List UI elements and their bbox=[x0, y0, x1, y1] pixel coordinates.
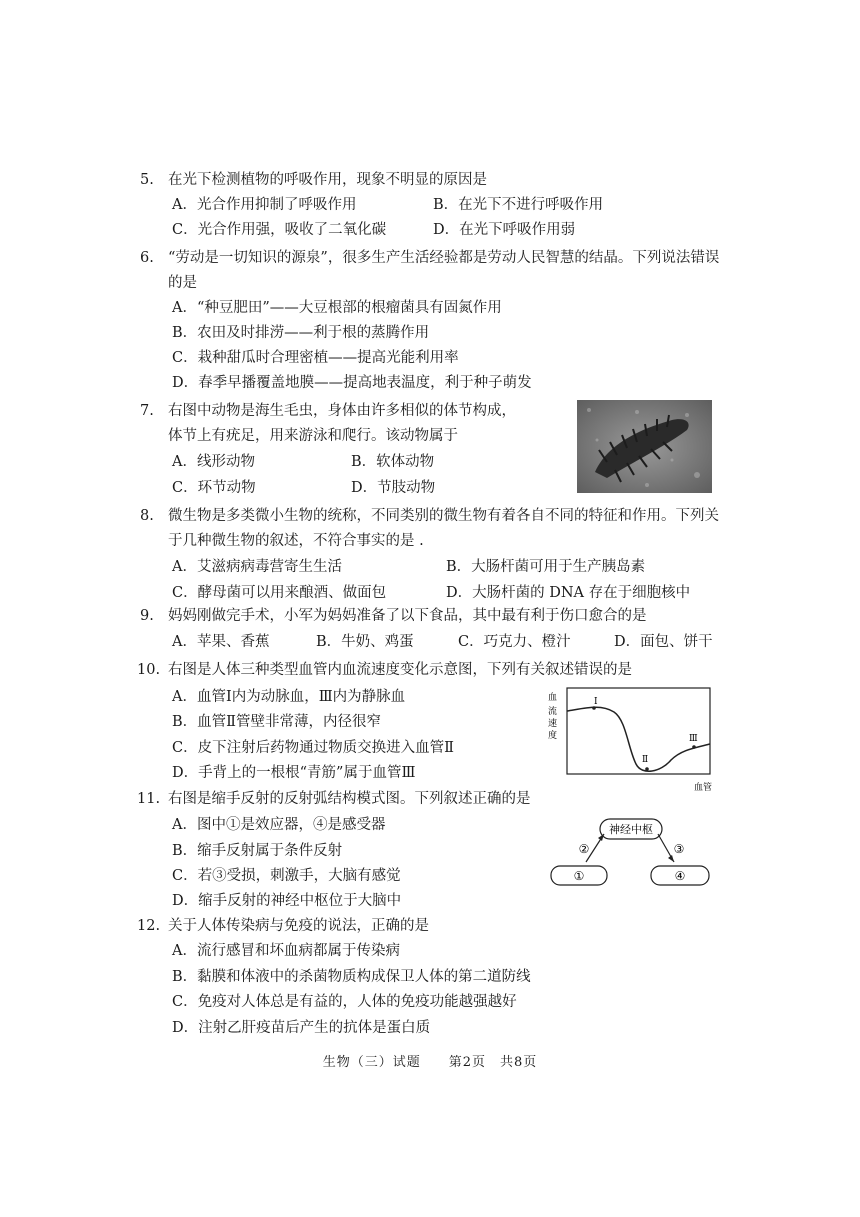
option-d: D．注射乙肝疫苗后产生的抗体是蛋白质 bbox=[172, 1020, 431, 1036]
option-a: A．图中①是效应器，④是感受器 bbox=[172, 817, 386, 833]
option-c: C．免疫对人体总是有益的，人体的免疫功能越强越好 bbox=[172, 994, 517, 1010]
y-label-1: 血 bbox=[548, 693, 558, 703]
option-d: D．春季早播覆盖地膜——提高地表温度，利于种子萌发 bbox=[172, 375, 532, 391]
option-c: C．环节动物 bbox=[172, 480, 256, 496]
y-label-2: 流 bbox=[548, 707, 558, 717]
option-b: B．大肠杆菌可用于生产胰岛素 bbox=[446, 559, 646, 575]
label-vessel-ii: Ⅱ bbox=[642, 755, 649, 765]
option-b: B．农田及时排涝——利于根的蒸腾作用 bbox=[172, 325, 430, 341]
question-number: 12. bbox=[137, 918, 161, 934]
option-d: D．缩手反射的神经中枢位于大脑中 bbox=[172, 893, 402, 909]
option-b: B．血管Ⅱ管壁非常薄，内径很窄 bbox=[172, 714, 382, 730]
chart-frame bbox=[567, 688, 710, 774]
question-stem: “劳动是一切知识的源泉”，很多生产生活经验都是劳动人民智慧的结晶。下列说法错误 bbox=[168, 250, 720, 266]
option-a: A．光合作用抑制了呼吸作用 bbox=[172, 197, 357, 213]
point-ii bbox=[645, 767, 649, 771]
y-label-4: 度 bbox=[548, 731, 558, 741]
reflex-arc-svg bbox=[546, 816, 716, 896]
question-stem: 体节上有疣足，用来游泳和爬行。该动物属于 bbox=[168, 428, 458, 444]
label-vessel-iii: Ⅲ bbox=[689, 734, 698, 744]
x-label: 血管 bbox=[694, 783, 713, 793]
question-number: 10. bbox=[137, 662, 161, 678]
option-c: C．皮下注射后药物通过物质交换进入血管Ⅱ bbox=[172, 740, 454, 756]
blood-flow-svg bbox=[546, 686, 721, 794]
question-stem: 的是 bbox=[168, 275, 197, 291]
option-a: A．线形动物 bbox=[172, 454, 255, 470]
question-number: 7. bbox=[140, 403, 154, 419]
option-d: D．大肠杆菌的 DNA 存在于细胞核中 bbox=[446, 585, 691, 601]
option-d: D．手背上的一根根“青筋”属于血管Ⅲ bbox=[172, 765, 416, 781]
blood-flow-chart bbox=[546, 686, 721, 794]
sea-worm-photo bbox=[577, 400, 712, 493]
reflex-arc-diagram bbox=[546, 816, 716, 896]
option-a: A．艾滋病病毒营寄生生活 bbox=[172, 559, 342, 575]
question-stem: 于几种微生物的叙述，不符合事实的是 . bbox=[168, 533, 424, 549]
option-c: C．酵母菌可以用来酿酒、做面包 bbox=[172, 585, 387, 601]
question-stem: 微生物是多类微小生物的统称，不同类别的微生物有着各自不同的特征和作用。下列关 bbox=[168, 508, 719, 524]
question-stem: 右图中动物是海生毛虫，身体由许多相似的体节构成， bbox=[168, 403, 516, 419]
sea-worm-image bbox=[577, 400, 712, 493]
question-number: 9. bbox=[140, 608, 154, 624]
option-d: D．面包、饼干 bbox=[614, 634, 713, 650]
option-b: B．缩手反射属于条件反射 bbox=[172, 843, 343, 859]
option-b: B．黏膜和体液中的杀菌物质构成保卫人体的第二道防线 bbox=[172, 969, 531, 985]
label-vessel-i: Ⅰ bbox=[594, 697, 598, 707]
center-label: 神经中枢 bbox=[609, 823, 653, 836]
option-b: B．软体动物 bbox=[351, 454, 435, 470]
question-stem: 右图是人体三种类型血管内血流速度变化示意图，下列有关叙述错误的是 bbox=[168, 662, 632, 678]
option-a: A．流行感冒和坏血病都属于传染病 bbox=[172, 943, 400, 959]
option-c: C．巧克力、橙汁 bbox=[458, 634, 571, 650]
page-footer: 生物（三）试题 第2页 共8页 bbox=[322, 1055, 538, 1070]
node-4-label: ④ bbox=[674, 869, 686, 883]
arrow-3-head bbox=[668, 855, 674, 862]
arrow-2-head bbox=[598, 834, 604, 841]
option-d: D．在光下呼吸作用弱 bbox=[433, 222, 576, 238]
y-label-3: 速 bbox=[548, 719, 558, 729]
option-b: B．在光下不进行呼吸作用 bbox=[433, 197, 604, 213]
option-a: A．苹果、香蕉 bbox=[172, 634, 270, 650]
question-number: 11. bbox=[137, 791, 161, 807]
question-stem: 妈妈刚做完手术，小军为妈妈准备了以下食品，其中最有利于伤口愈合的是 bbox=[168, 608, 647, 624]
point-iii bbox=[692, 745, 696, 749]
question-number: 8. bbox=[140, 508, 154, 524]
question-stem: 在光下检测植物的呼吸作用，现象不明显的原因是 bbox=[168, 172, 487, 188]
question-number: 5. bbox=[140, 172, 154, 188]
question-stem: 关于人体传染病与免疫的说法，正确的是 bbox=[168, 918, 429, 934]
question-stem: 右图是缩手反射的反射弧结构模式图。下列叙述正确的是 bbox=[168, 791, 531, 807]
option-d: D．节肢动物 bbox=[351, 480, 436, 496]
label-3: ③ bbox=[673, 842, 685, 856]
option-a: A．血管Ⅰ内为动脉血，Ⅲ内为静脉血 bbox=[172, 689, 406, 705]
option-a: A．“种豆肥田”——大豆根部的根瘤菌具有固氮作用 bbox=[172, 300, 502, 316]
option-b: B．牛奶、鸡蛋 bbox=[316, 634, 414, 650]
option-c: C．若③受损，刺激手，大脑有感觉 bbox=[172, 868, 401, 884]
option-c: C．栽种甜瓜时合理密植——提高光能利用率 bbox=[172, 350, 459, 366]
label-2: ② bbox=[578, 842, 590, 856]
node-1-label: ① bbox=[573, 869, 585, 883]
option-c: C．光合作用强，吸收了二氧化碳 bbox=[172, 222, 387, 238]
question-number: 6. bbox=[140, 250, 154, 266]
